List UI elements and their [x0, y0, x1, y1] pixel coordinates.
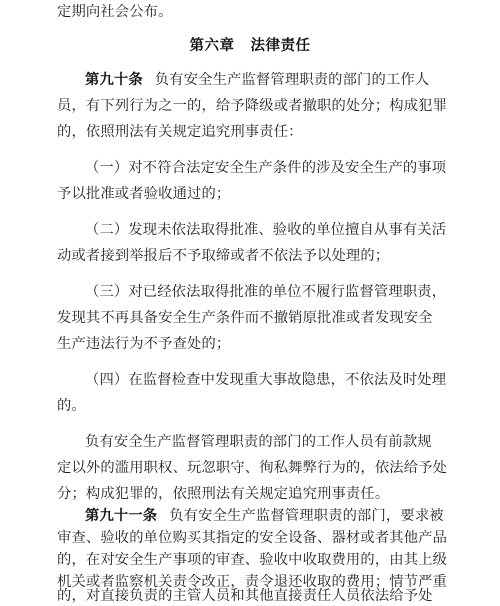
text-line: （四）在监督检查中发现重大事故隐患，不依法及时处理 [85, 372, 447, 388]
text-line: 的，对直接负责的主管人员和其他直接责任人员依法给予处 [57, 588, 433, 604]
text-line: （三）对已经依法取得批准的单位不履行监督管理职责， [85, 284, 447, 300]
text-line [85, 70, 495, 90]
text-line: 负有安全生产监督管理职责的部门的工作人员有前款规 [85, 434, 432, 450]
article-text: 负有安全生产监督管理职责的部门，要求被 [169, 508, 444, 524]
text-line: 定以外的滥用职权、玩忽职守、徇私舞弊行为的，依法给予处 [57, 460, 448, 476]
text-line: 发现其不再具备安全生产条件而不撤销原批准或者发现安全 [57, 310, 433, 326]
text-line: 的，依照刑法有关规定追究刑事责任： [57, 124, 303, 140]
text-line: 分；构成犯罪的，依照刑法有关规定追究刑事责任。 [57, 486, 390, 502]
text-line: 机关或者监察机关责令改正，责令退还收取的费用；情节严重 [57, 574, 448, 590]
article-text: 负有安全生产监督管理职责的部门的工作人 [154, 72, 430, 88]
chapter-heading [0, 36, 500, 56]
text-line: 动或者接到举报后不予取缔或者不依法予以处理的； [57, 248, 390, 264]
text-line: 的。 [57, 398, 86, 414]
text-line: 审查、验收的单位购买其指定的安全设备、器材或者其他产品 [57, 530, 448, 546]
text-line: 生产违法行为不予查处的； [57, 336, 231, 352]
text-line: （一）对不符合法定安全生产条件的涉及安全生产的事项 [85, 160, 447, 176]
text-line [85, 506, 495, 526]
text-line: 的，在对安全生产事项的审查、验收中收取费用的，由其上级 [57, 552, 448, 568]
text-line: 予以批准或者验收通过的； [57, 186, 231, 202]
text-line: 员，有下列行为之一的，给予降级或者撤职的处分；构成犯罪 [57, 98, 448, 114]
text-line: 定期向社会公布。 [57, 4, 173, 20]
chapter-title: 法律责任 [250, 38, 311, 54]
chapter-number: 第六章 [189, 38, 235, 54]
article-label: 第九十条 [85, 72, 143, 88]
text-line: （二）发现未依法取得批准、验收的单位擅自从事有关活 [85, 222, 447, 238]
article-label: 第九十一条 [85, 508, 158, 524]
